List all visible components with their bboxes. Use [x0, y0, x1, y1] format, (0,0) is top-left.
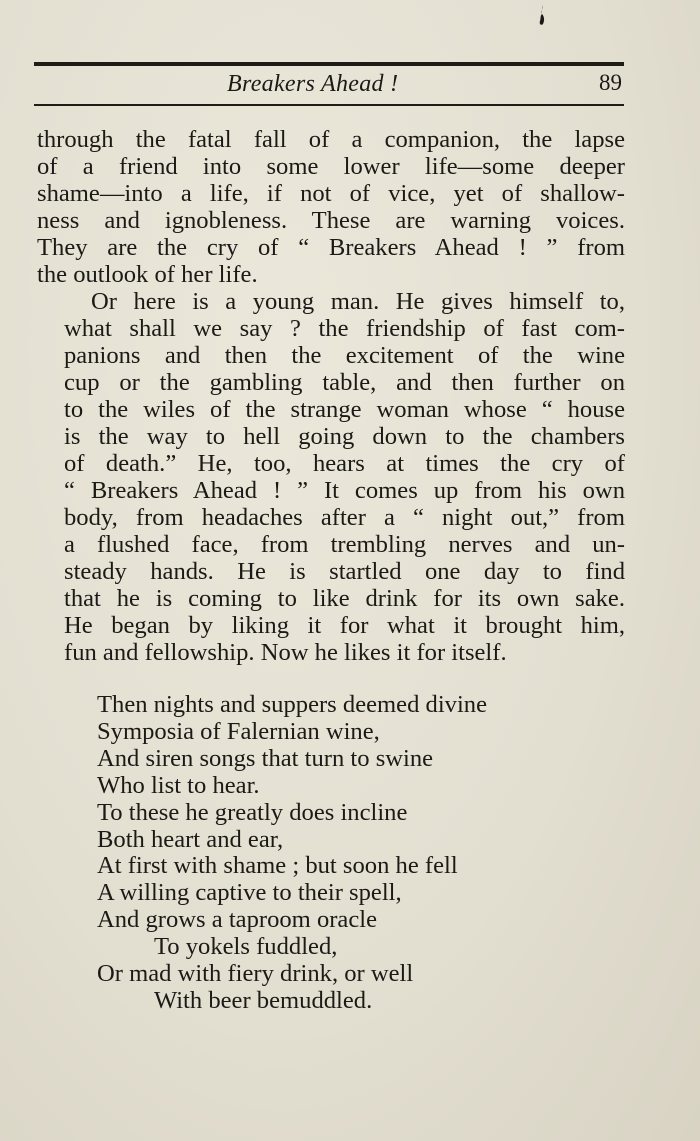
text-line: is the way to hell going down to the chambers — [64, 423, 625, 450]
poem-verse: A willing captive to their spell, — [97, 879, 402, 907]
poem-verse: And siren songs that turn to swine — [97, 744, 434, 772]
text-line: Or here is a young man. He gives himself to, — [91, 288, 625, 315]
text-line: what shall we say ? the friendship of fast com- — [64, 315, 625, 342]
text-line: to the wiles of the strange woman whose “ house — [64, 396, 625, 423]
text-line: “ Breakers Ahead ! ” It comes up from his own — [64, 477, 625, 504]
text-line: a flushed face, from trembling nerves and un- — [64, 531, 625, 558]
text-line: fun and fellowship. Now he likes it for itself. — [64, 639, 507, 666]
poem-verse: Then nights and suppers deemed divine — [97, 691, 487, 718]
poem-verse: To yokels fuddled, — [154, 933, 338, 961]
poem-verse: Both heart and ear, — [97, 825, 284, 853]
poem-verse: Symposia of Falernian wine, — [97, 717, 380, 745]
poem-verse: At first with shame ; but soon he fell — [97, 852, 458, 880]
text-line: steady hands. He is startled one day to find — [64, 558, 625, 585]
poem-verse: With beer bemuddled. — [154, 986, 373, 1014]
poem-verse: Or mad with fiery drink, or well — [97, 960, 414, 988]
paragraph-2 — [37, 288, 625, 666]
poem-verse: And grows a taproom oracle — [97, 906, 378, 934]
text-line: body, from headaches after a “ night out,” from — [64, 504, 625, 531]
body-text — [37, 126, 625, 666]
page-number: 89 — [599, 70, 622, 95]
running-title: Breakers Ahead ! — [227, 71, 399, 97]
header-rule-top — [34, 62, 624, 66]
text-line: They are the cry of “ Breakers Ahead ! ” from — [37, 234, 625, 261]
text-line: of death.” He, too, hears at times the cry of — [64, 450, 625, 477]
text-line: of a friend into some lower life—some deeper — [37, 153, 625, 180]
text-line: panions and then the excitement of the wine — [64, 342, 625, 369]
text-line: that he is coming to like drink for its own sake. — [64, 585, 625, 612]
text-line: shame—into a life, if not of vice, yet of shallow- — [37, 180, 625, 207]
poem-stanza — [97, 692, 617, 1015]
text-line: the outlook of her life. — [37, 261, 258, 288]
poem-verse: To these he greatly does incline — [97, 798, 408, 826]
poem-verse: Who list to hear. — [97, 771, 260, 799]
text-line: through the fatal fall of a companion, the lapse — [37, 126, 625, 153]
text-line: He began by liking it for what it brought him, — [64, 612, 625, 639]
header-rule-bottom — [34, 104, 624, 106]
ink-mark — [538, 4, 546, 28]
page-header — [34, 68, 624, 102]
text-line: ness and ignobleness. These are warning voices. — [37, 207, 625, 234]
text-line: cup or the gambling table, and then further on — [64, 369, 625, 396]
paragraph-1 — [37, 126, 625, 288]
